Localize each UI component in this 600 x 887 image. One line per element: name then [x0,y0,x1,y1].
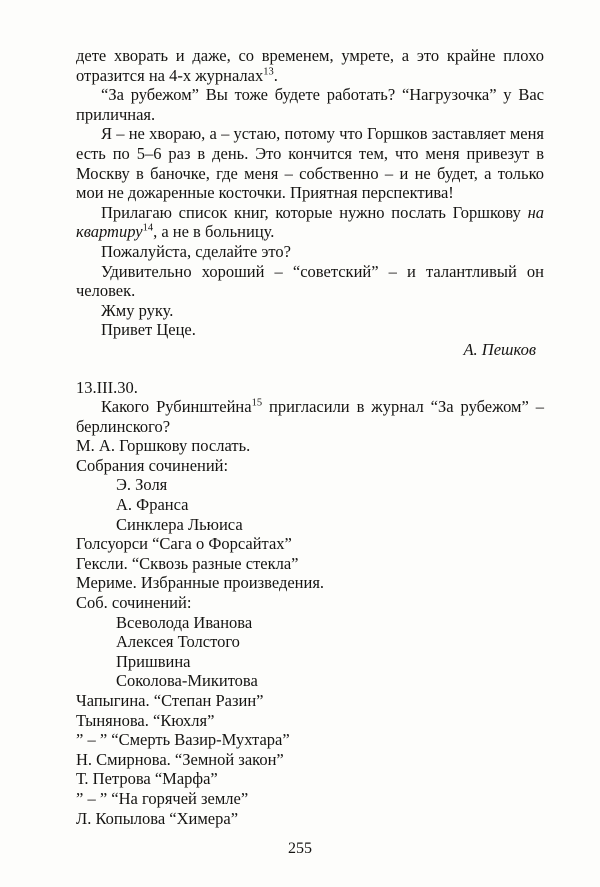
paragraph [76,397,544,436]
list-item: Н. Смирнова. “Земной закон” [76,749,284,769]
paragraph [76,301,544,321]
italic-phrase: на квартиру [76,202,544,242]
paragraph-text: дете хворать и даже, со временем, умрете, а это крайне плохо отразится на 4-х журналах [76,46,544,85]
list-item: Пришвина [116,651,191,671]
paragraph-text: Привет Цеце. [101,320,196,340]
list-item: Гексли. “Сквозь разные стекла” [76,553,299,573]
paragraph-text: Какого Рубинштейна [101,397,252,417]
list-item: Мериме. Избранные произведения. [76,573,325,593]
footnote-ref-13: 13 [263,66,274,78]
footnote-ref-14: 14 [142,222,154,234]
list-item: А. Франса [116,495,189,515]
paragraph [76,203,544,242]
paragraph [76,262,544,301]
list-item: Алексея Толстого [116,632,240,652]
paragraph [76,242,544,262]
list-item: Собрания сочинений: [76,455,229,475]
list-item: ” – ” “Смерть Вазир-Мухтара” [76,730,290,750]
paragraph [76,124,544,202]
list-item: Синклера Льюиса [116,514,243,534]
paragraph [76,85,544,124]
paragraph-text: пригласили в журнал “За рубежом” – берлинского? [76,397,544,436]
paragraph-text: Жму руку. [101,300,174,320]
paragraph-text: , а не в больницу. [153,222,275,242]
date-text: 13.III.30. [76,377,138,397]
paragraph-text: Я – не хвораю, а – устаю, потому что Горшков заставляет меня есть по 5–6 раз в день. Это кончится тем, что меня привезут в Москву в баночке, где меня – собственно – и не будет, а только мои не дожаренные косточки. Приятная перспектива! [76,124,544,203]
paragraph-continuation [76,46,544,85]
signature [76,340,544,360]
list-item: Чапыгина. “Степан Разин” [76,691,264,710]
list-item: Соб. сочинений: [76,593,192,613]
list-item: Тынянова. “Кюхля” [76,710,215,730]
date-line [76,378,544,398]
paragraph-text: Пожалуйста, сделайте это? [101,241,291,261]
list-item: Т. Петрова “Марфа” [76,769,218,789]
list-item: Всеволода Иванова [116,612,253,632]
footnote-ref-15: 15 [251,397,263,409]
list-item: Э. Золя [116,475,168,495]
paragraph-text: Прилагаю список книг, которые нужно послать Горшкову [101,202,528,222]
list-item: ” – ” “На горячей земле” [76,788,249,808]
list-item: Голсуорси “Сага о Форсайтах” [76,534,292,554]
page-number: 255 [288,840,312,858]
signature-text: А. Пешков [463,339,536,359]
list-item: М. А. Горшкову послать. [76,436,251,456]
paragraph [76,320,544,340]
paragraph-text: “За рубежом” Вы тоже будете работать? “Нагрузочка” у Вас приличная. [76,85,544,124]
list-item: Л. Копылова “Химера” [76,808,239,828]
list-item: Соколова-Микитова [116,671,258,691]
paragraph-text: Удивительно хороший – “советский” – и талантливый он человек. [76,261,544,301]
paragraph-text: . [273,65,278,85]
